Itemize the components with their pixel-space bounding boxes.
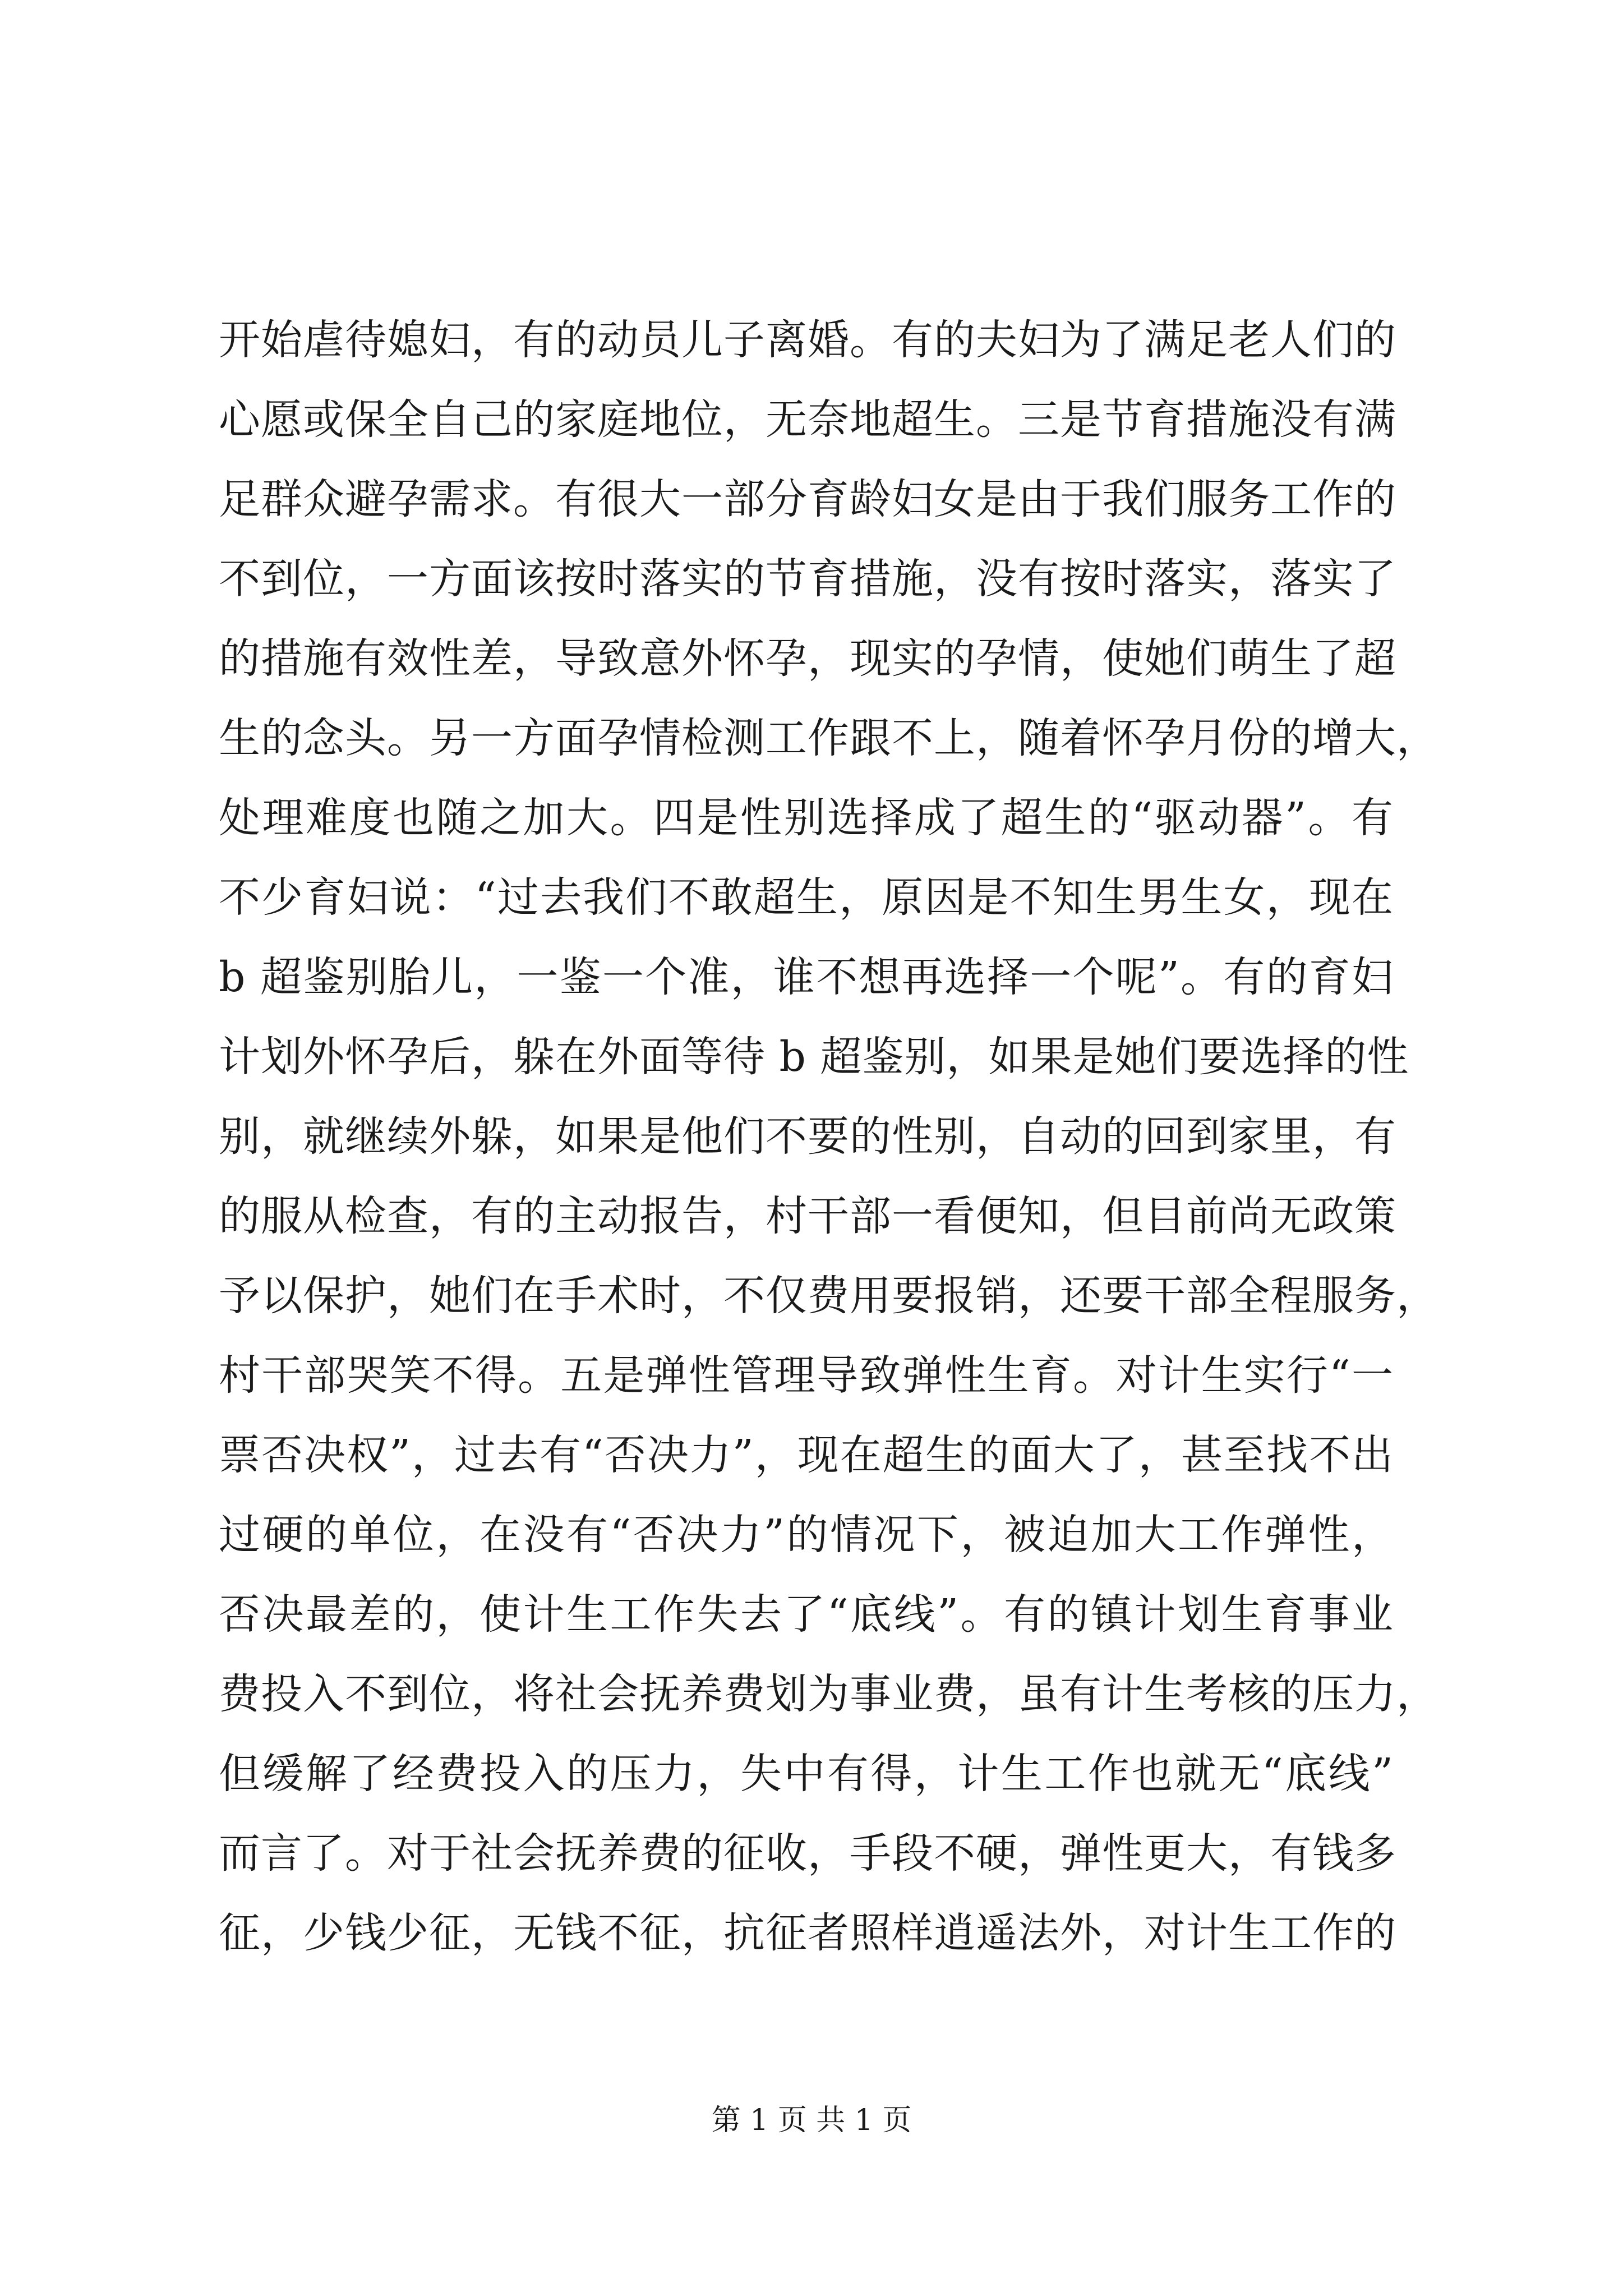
- text-line: 计划外怀孕后，躲在外面等待 b 超鉴别，如果是她们要选择的性: [219, 1033, 1409, 1081]
- text-line: 生的念头。另一方面孕情检测工作跟不上，随着怀孕月份的增大，: [219, 714, 1438, 762]
- text-line: 予以保护，她们在手术时，不仅费用要报销，还要干部全程服务，: [219, 1272, 1438, 1320]
- text-line: 过硬的单位，在没有“否决力”的情况下，被迫加大工作弹性，: [219, 1511, 1394, 1559]
- text-line: 但缓解了经费投入的压力，失中有得，计生工作也就无“底线”: [219, 1750, 1394, 1798]
- text-line: 开始虐待媳妇，有的动员儿子离婚。有的夫妇为了满足老人们的: [219, 316, 1396, 364]
- page-number: 第 1 页 共 1 页: [711, 2104, 912, 2137]
- body-paragraph: [219, 300, 1438, 1973]
- text-line: 费投入不到位，将社会抚养费划为事业费，虽有计生考核的压力，: [219, 1670, 1438, 1718]
- text-line: 否决最差的，使计生工作失去了“底线”。有的镇计划生育事业: [219, 1590, 1394, 1639]
- text-line: 征，少钱少征，无钱不征，抗征者照样逍遥法外，对计生工作的: [219, 1909, 1396, 1957]
- text-line: 处理难度也随之加大。四是性别选择成了超生的“驱动器”。有: [219, 794, 1394, 842]
- text-line: 票否决权”，过去有“否决力”，现在超生的面大了，甚至找不出: [219, 1431, 1394, 1479]
- text-line: 而言了。对于社会抚养费的征收，手段不硬，弹性更大，有钱多: [219, 1829, 1396, 1878]
- page-footer: [0, 2101, 1623, 2140]
- text-line: 别，就继续外躲，如果是他们不要的性别，自动的回到家里，有: [219, 1112, 1396, 1161]
- text-line: 不少育妇说：“过去我们不敢超生，原因是不知生男生女，现在: [219, 873, 1394, 922]
- text-line: 村干部哭笑不得。五是弹性管理导致弹性生育。对计生实行“一: [219, 1351, 1394, 1400]
- text-line: 心愿或保全自己的家庭地位，无奈地超生。三是节育措施没有满: [219, 395, 1396, 444]
- text-line: 的服从检查，有的主动报告，村干部一看便知，但目前尚无政策: [219, 1192, 1396, 1240]
- text-line: b 超鉴别胎儿，一鉴一个准，谁不想再选择一个呢”。有的育妇: [219, 953, 1394, 1001]
- text-line: 的措施有效性差，导致意外怀孕，现实的孕情，使她们萌生了超: [219, 634, 1396, 683]
- text-line: 不到位，一方面该按时落实的节育措施，没有按时落实，落实了: [219, 555, 1396, 603]
- text-line: 足群众避孕需求。有很大一部分育龄妇女是由于我们服务工作的: [219, 475, 1396, 523]
